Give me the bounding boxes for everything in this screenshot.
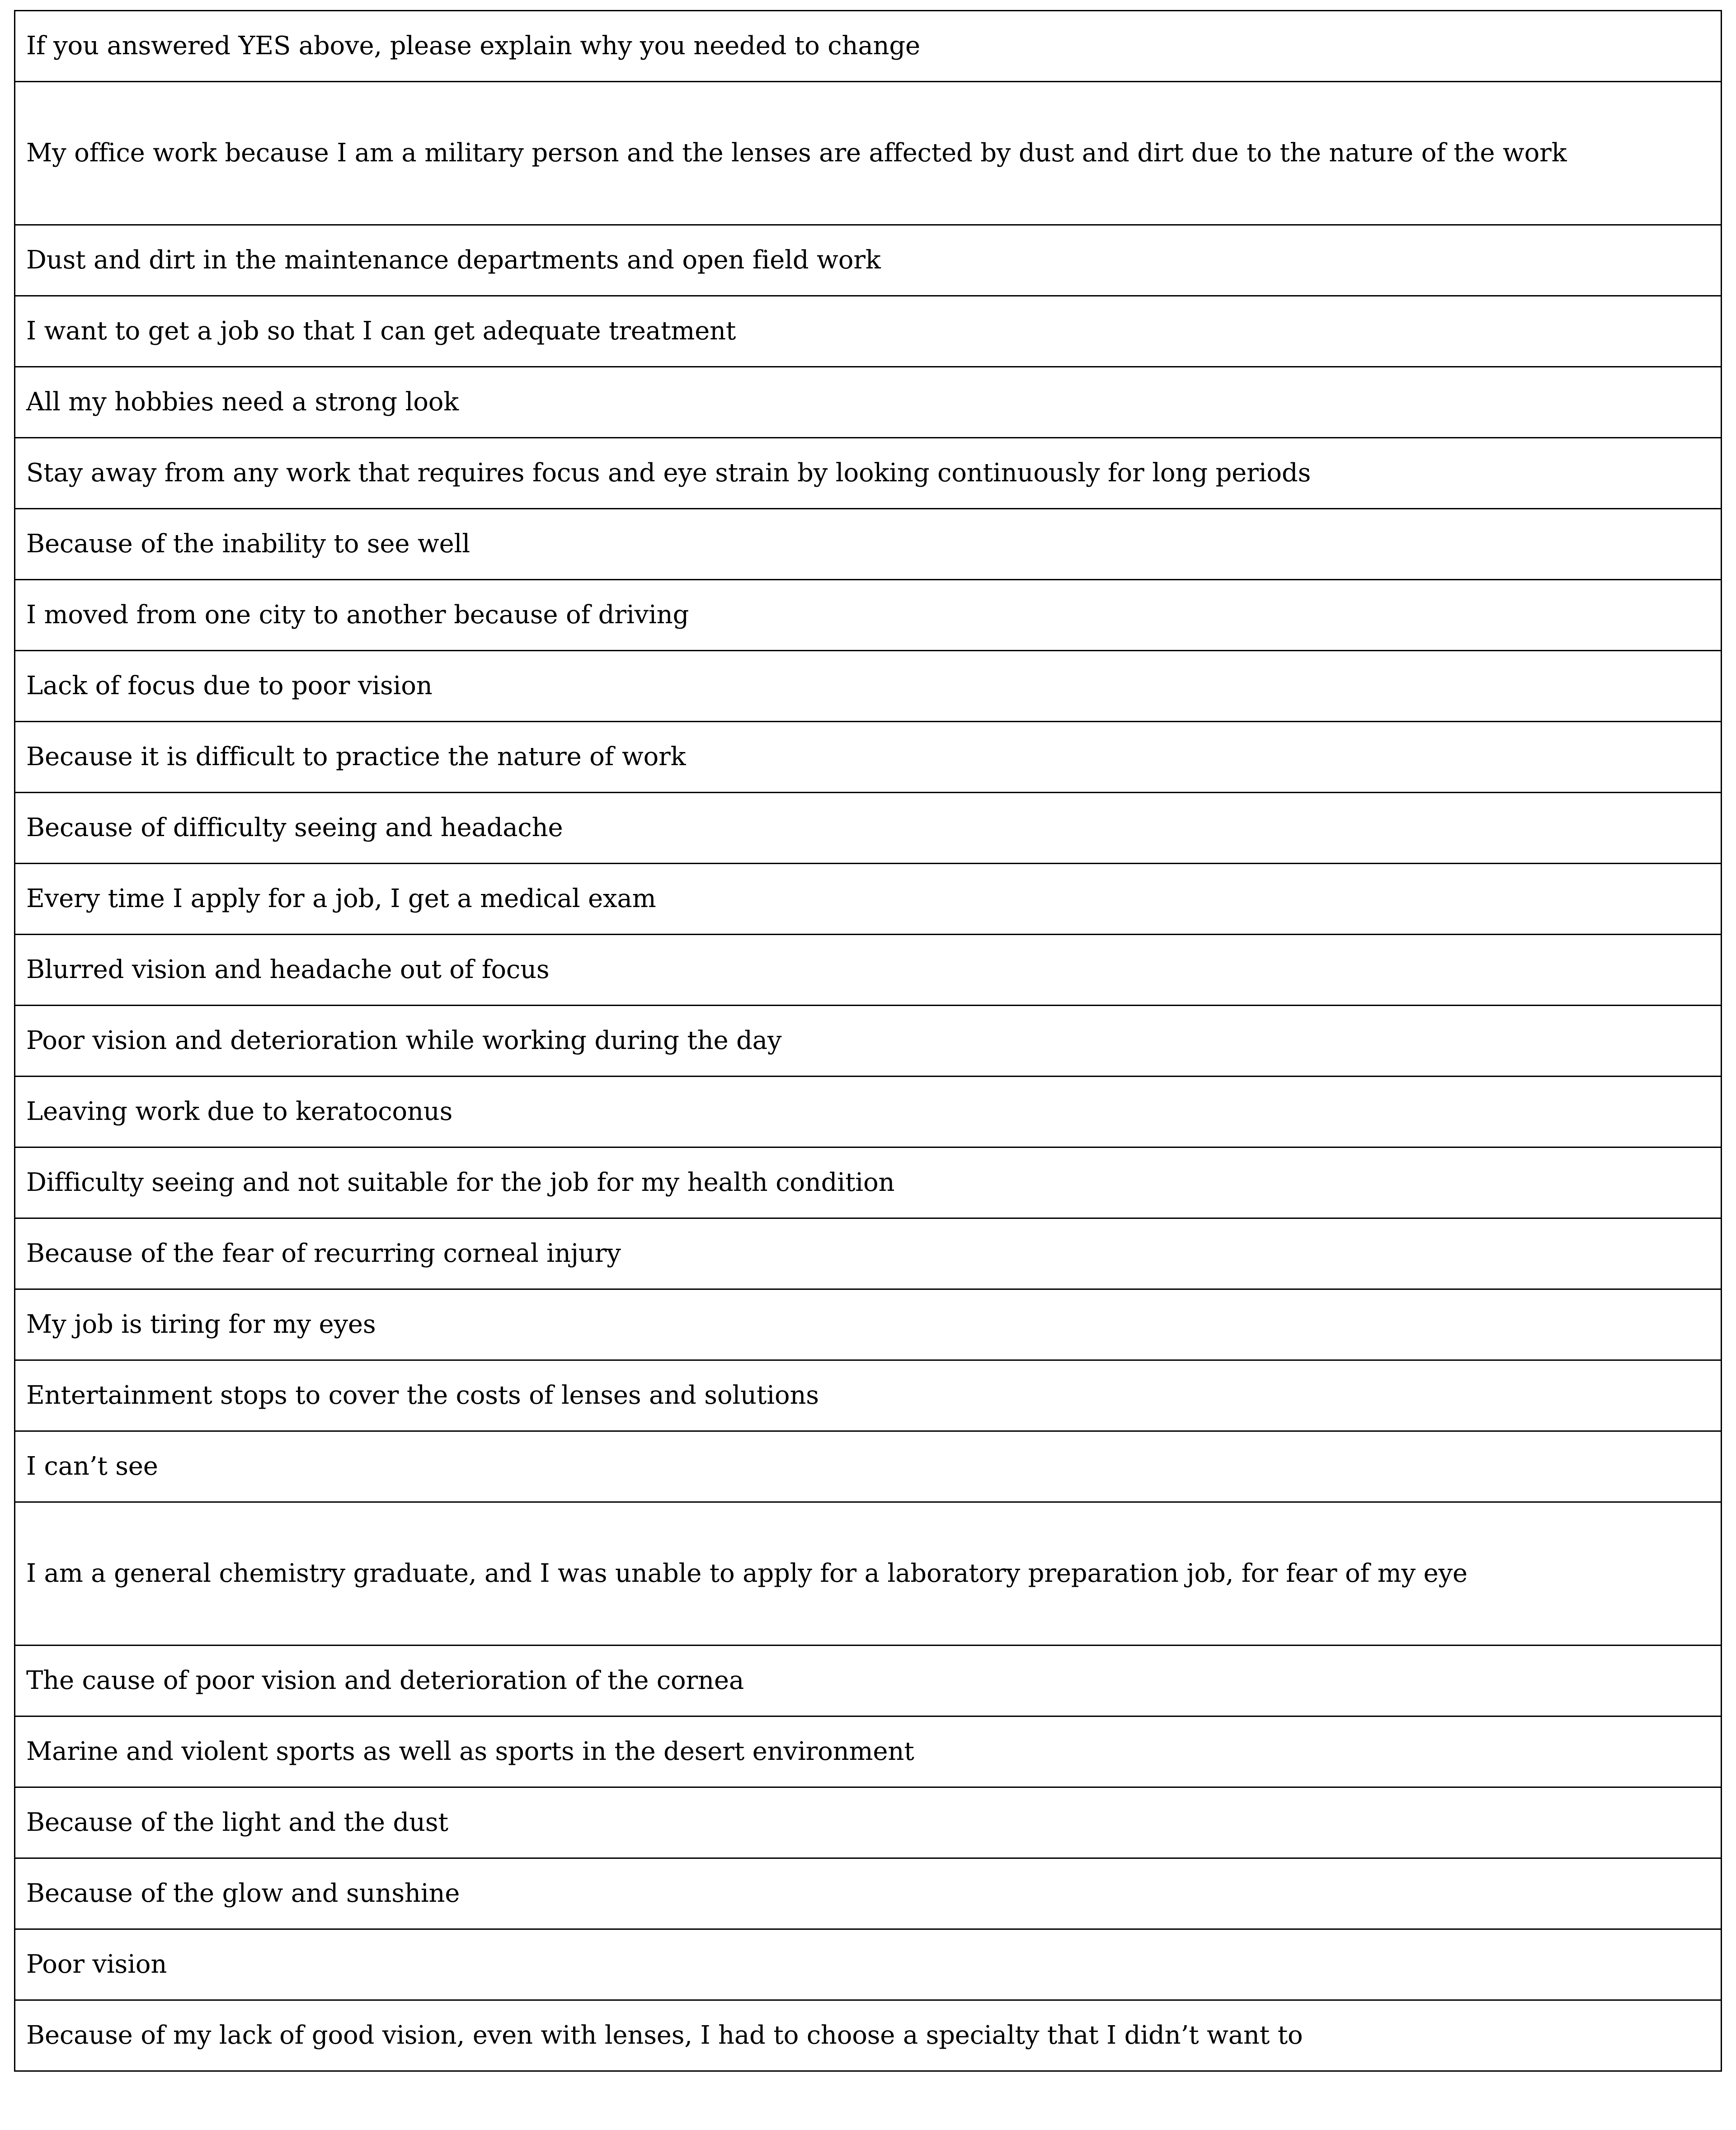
response-text: My office work because I am a military person and the lenses are affected by dust and dirt due to the nature of the work <box>26 138 1567 168</box>
response-cell <box>15 1289 1722 1360</box>
table-row <box>15 1502 1722 1646</box>
table-body <box>15 11 1722 2071</box>
table-row <box>15 1716 1722 1787</box>
response-cell <box>15 722 1722 793</box>
response-text: Lack of focus due to poor vision <box>26 671 433 701</box>
response-cell <box>15 1147 1722 1218</box>
table-row <box>15 864 1722 935</box>
response-text: Every time I apply for a job, I get a medical exam <box>26 884 656 913</box>
response-cell <box>15 367 1722 438</box>
table-row <box>15 1077 1722 1147</box>
table-row <box>15 1787 1722 1858</box>
response-cell <box>15 438 1722 509</box>
table-row <box>15 509 1722 580</box>
response-cell <box>15 1716 1722 1787</box>
response-cell <box>15 1006 1722 1077</box>
response-text: I can’t see <box>26 1451 158 1481</box>
table-row <box>15 1006 1722 1077</box>
table-row <box>15 580 1722 651</box>
table-header-cell <box>15 11 1722 82</box>
response-cell <box>15 580 1722 651</box>
response-text: Because of the light and the dust <box>26 1807 448 1837</box>
table-row <box>15 438 1722 509</box>
response-cell <box>15 1646 1722 1716</box>
response-cell <box>15 864 1722 935</box>
response-text: The cause of poor vision and deterioration of the cornea <box>26 1665 744 1695</box>
table-header-row <box>15 11 1722 82</box>
response-text: Poor vision and deterioration while working during the day <box>26 1025 782 1055</box>
response-text: Because of my lack of good vision, even with lenses, I had to choose a specialty that I didn’t want to <box>26 2020 1303 2050</box>
response-text: Difficulty seeing and not suitable for the job for my health condition <box>26 1167 895 1197</box>
table-row <box>15 935 1722 1006</box>
response-text: Poor vision <box>26 1949 167 1979</box>
table-row <box>15 1360 1722 1431</box>
response-text: I moved from one city to another because of driving <box>26 600 689 630</box>
response-text: Entertainment stops to cover the costs of lenses and solutions <box>26 1380 819 1410</box>
table-row <box>15 82 1722 225</box>
response-cell <box>15 1218 1722 1289</box>
response-cell <box>15 509 1722 580</box>
table-row <box>15 793 1722 864</box>
table-row <box>15 225 1722 296</box>
survey-responses-table <box>14 10 1722 2072</box>
question-prompt-text: If you answered YES above, please explain why you needed to change <box>26 31 920 61</box>
table-row <box>15 1431 1722 1502</box>
response-cell <box>15 935 1722 1006</box>
response-cell <box>15 225 1722 296</box>
table-row <box>15 2000 1722 2071</box>
response-cell <box>15 1431 1722 1502</box>
response-cell <box>15 296 1722 367</box>
response-cell <box>15 82 1722 225</box>
response-text: Because of difficulty seeing and headache <box>26 813 563 842</box>
response-text: Because of the glow and sunshine <box>26 1878 460 1908</box>
response-text: I am a general chemistry graduate, and I was unable to apply for a laboratory preparation job, for fear of my eye <box>26 1558 1468 1588</box>
table-row <box>15 1289 1722 1360</box>
table-row <box>15 1646 1722 1716</box>
response-text: Dust and dirt in the maintenance departments and open field work <box>26 245 881 275</box>
response-cell <box>15 1360 1722 1431</box>
table-row <box>15 296 1722 367</box>
response-cell <box>15 2000 1722 2071</box>
response-text: Marine and violent sports as well as sports in the desert environment <box>26 1736 914 1766</box>
table-row <box>15 1858 1722 1929</box>
response-cell <box>15 1787 1722 1858</box>
response-cell <box>15 1929 1722 2000</box>
response-cell <box>15 1502 1722 1646</box>
response-cell <box>15 1858 1722 1929</box>
table-row <box>15 722 1722 793</box>
response-cell <box>15 1077 1722 1147</box>
response-text: All my hobbies need a strong look <box>26 387 459 417</box>
response-cell <box>15 793 1722 864</box>
response-text: Because it is difficult to practice the nature of work <box>26 742 686 771</box>
table-row <box>15 1929 1722 2000</box>
table-row <box>15 1147 1722 1218</box>
table-row <box>15 651 1722 722</box>
table-row <box>15 1218 1722 1289</box>
response-text: Because of the inability to see well <box>26 529 470 559</box>
response-cell <box>15 651 1722 722</box>
response-text: Blurred vision and headache out of focus <box>26 955 550 984</box>
response-text: My job is tiring for my eyes <box>26 1309 376 1339</box>
response-text: Because of the fear of recurring corneal injury <box>26 1238 621 1268</box>
table-row <box>15 367 1722 438</box>
response-text: I want to get a job so that I can get adequate treatment <box>26 316 736 346</box>
response-text: Stay away from any work that requires focus and eye strain by looking continuously for long periods <box>26 458 1311 488</box>
response-text: Leaving work due to keratoconus <box>26 1096 453 1126</box>
